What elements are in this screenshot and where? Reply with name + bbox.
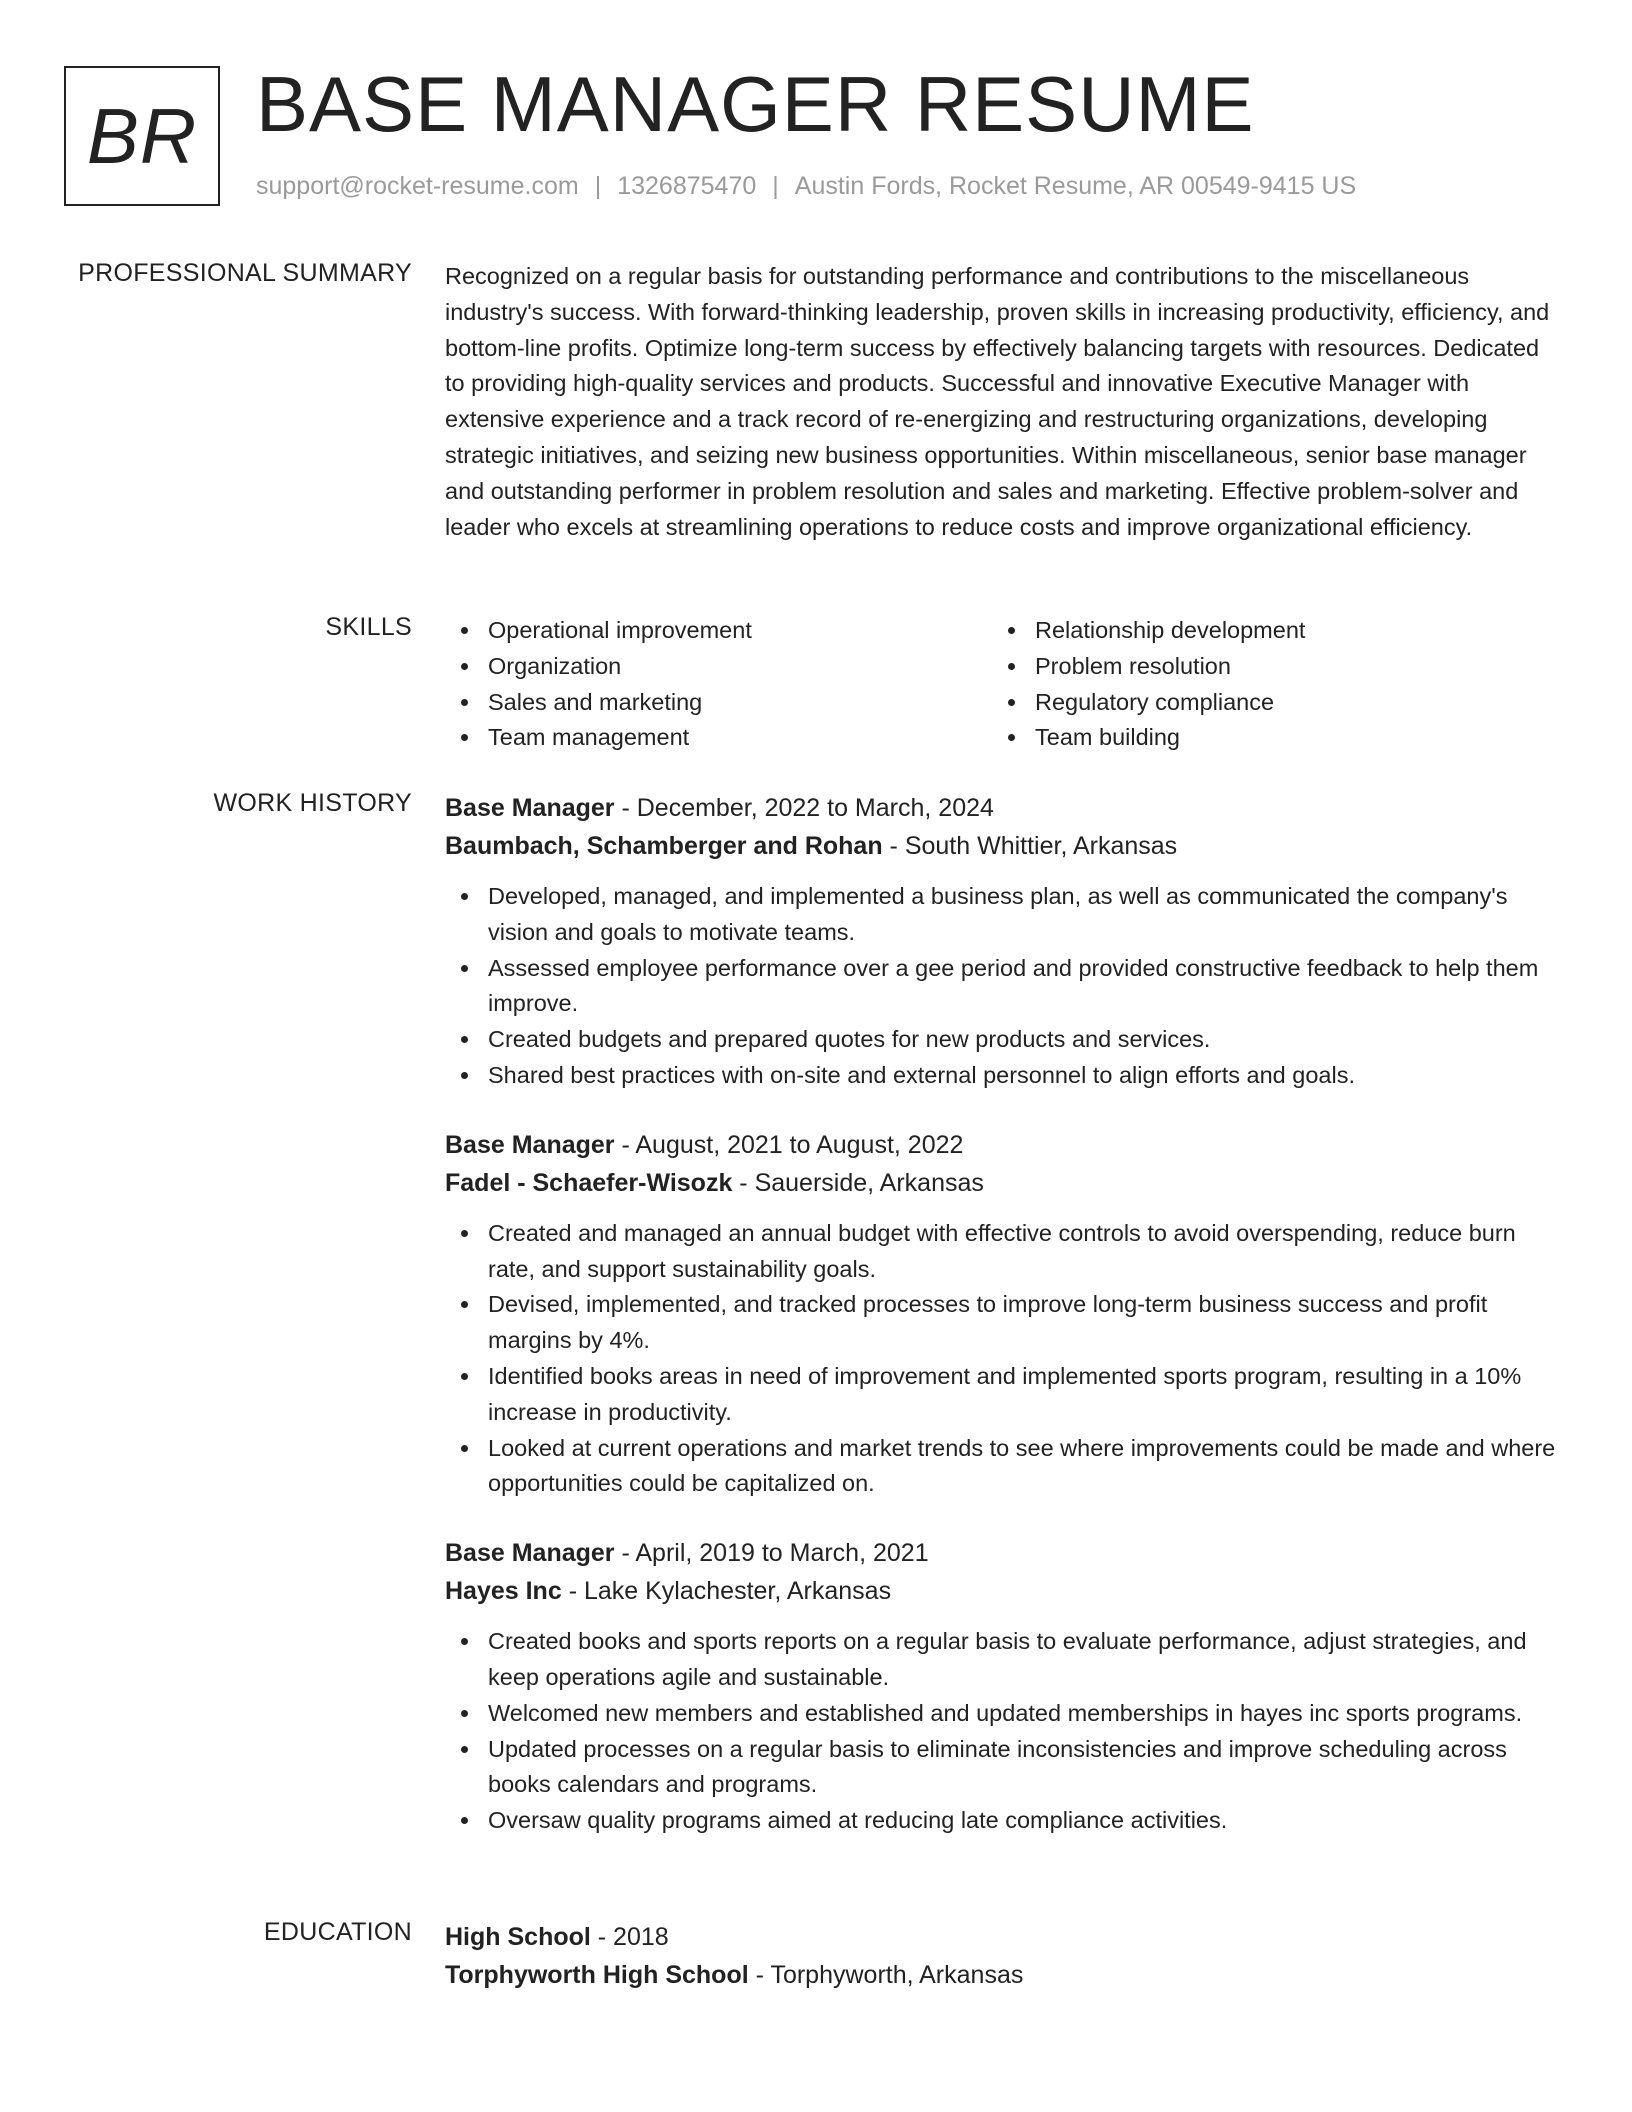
skill-item: Relationship development — [992, 613, 1539, 649]
phone-text: 1326875470 — [617, 172, 757, 200]
job-title: Base Manager — [445, 794, 615, 822]
education-body — [445, 1918, 1560, 1994]
job-company-line — [445, 1164, 1560, 1202]
degree-line — [445, 1918, 1560, 1956]
job-entry — [445, 1534, 1560, 1839]
job-entry — [445, 789, 1560, 1094]
skills-column-right — [992, 613, 1539, 756]
skill-item: Organization — [445, 649, 992, 685]
separator: | — [772, 172, 779, 200]
bullet-item: Created books and sports reports on a regular basis to evaluate performance, adjust strategies, and keep operations agile and sustainable. — [445, 1624, 1560, 1696]
bullet-item: Devised, implemented, and tracked processes to improve long-term business success and profit margins by 4%. — [445, 1287, 1560, 1359]
company-location: - South Whittier, Arkansas — [882, 832, 1178, 860]
bullet-item: Updated processes on a regular basis to eliminate inconsistencies and improve scheduling across books calendars and programs. — [445, 1732, 1560, 1804]
bullet-item: Shared best practices with on-site and external personnel to align efforts and goals. — [445, 1058, 1560, 1094]
section-heading: SKILLS — [325, 613, 412, 641]
skill-item: Team management — [445, 720, 992, 756]
monogram-badge: BR — [64, 66, 220, 206]
bullet-item: Created and managed an annual budget with effective controls to avoid overspending, reduce burn rate, and support sustainability goals. — [445, 1216, 1560, 1288]
skill-item: Team building — [992, 720, 1539, 756]
skills-grid — [445, 613, 1560, 756]
bullet-item: Assessed employee performance over a gee period and provided constructive feedback to help them improve. — [445, 951, 1560, 1023]
graduation-year: - 2018 — [590, 1923, 669, 1951]
job-dates: - April, 2019 to March, 2021 — [614, 1539, 929, 1568]
company-location: - Lake Kylachester, Arkansas — [561, 1577, 892, 1606]
bullet-item: Oversaw quality programs aimed at reducing late compliance activities. — [445, 1803, 1560, 1839]
school-line — [445, 1956, 1560, 1994]
work-history-body — [445, 789, 1560, 1871]
skill-item: Problem resolution — [992, 649, 1539, 685]
email-text: support@rocket-resume.com — [256, 172, 579, 200]
skill-item: Regulatory compliance — [992, 685, 1539, 721]
bullet-item: Looked at current operations and market trends to see where improvements could be made and where opportunities could be capitalized on. — [445, 1431, 1560, 1503]
address-text: Austin Fords, Rocket Resume, AR 00549-9415 US — [794, 172, 1357, 200]
job-title-line — [445, 1534, 1560, 1572]
bullet-item: Welcomed new members and established and updated memberships in hayes inc sports programs. — [445, 1696, 1560, 1732]
contact-line — [256, 172, 1356, 201]
company-location: - Sauerside, Arkansas — [732, 1168, 984, 1197]
company-name: Baumbach, Schamberger and Rohan — [445, 832, 883, 860]
school-name: Torphyworth High School — [445, 1961, 749, 1989]
separator: | — [594, 172, 602, 200]
skill-item: Sales and marketing — [445, 685, 992, 721]
company-name: Hayes Inc — [445, 1577, 562, 1606]
job-company-line — [445, 1572, 1560, 1610]
bullet-item: Created budgets and prepared quotes for new products and services. — [445, 1022, 1560, 1058]
section-heading: WORK HISTORY — [213, 789, 412, 817]
job-bullets — [445, 1624, 1560, 1839]
job-title: Base Manager — [445, 1130, 615, 1159]
bullet-item: Developed, managed, and implemented a business plan, as well as communicated the company's vision and goals to motivate teams. — [445, 879, 1560, 951]
job-dates: - December, 2022 to March, 2024 — [614, 794, 994, 822]
resume-header — [64, 60, 1568, 210]
summary-body — [445, 259, 1560, 545]
job-entry — [445, 1126, 1560, 1502]
degree-name: High School — [445, 1923, 591, 1951]
job-title: Base Manager — [445, 1539, 615, 1568]
job-dates: - August, 2021 to August, 2022 — [614, 1130, 964, 1159]
page-title: BASE MANAGER RESUME — [256, 60, 1255, 148]
skill-item: Operational improvement — [445, 613, 992, 649]
company-name: Fadel - Schaefer-Wisozk — [445, 1168, 733, 1197]
job-title-line — [445, 1126, 1560, 1164]
section-heading: EDUCATION — [263, 1918, 412, 1946]
job-bullets — [445, 1216, 1560, 1502]
job-company-line — [445, 827, 1560, 865]
job-bullets — [445, 879, 1560, 1094]
job-title-line — [445, 789, 1560, 827]
bullet-item: Identified books areas in need of improvement and implemented sports program, resulting in a 10% increase in productivity. — [445, 1359, 1560, 1431]
skills-column-left — [445, 613, 992, 756]
school-location: - Torphyworth, Arkansas — [748, 1961, 1024, 1989]
section-heading: PROFESSIONAL SUMMARY — [78, 259, 412, 287]
summary-text: Recognized on a regular basis for outstanding performance and contributions to the miscellaneous industry's success. With forward-thinking leadership, proven skills in increasing productivity, efficiency, and bottom-line profits. Optimize long-term success by effectively balancing targets with resources. Dedicated to providing high-quality services and products. Successful and innovative Executive Manager with extensive experience and a track record of re-energizing and restructuring organizations, developing strategic initiatives, and seizing new business opportunities. Within miscellaneous, senior base manager and outstanding performer in problem resolution and sales and marketing. Effective problem-solver and leader who excels at streamlining operations to reduce costs and improve organizational efficiency. — [445, 263, 1550, 540]
